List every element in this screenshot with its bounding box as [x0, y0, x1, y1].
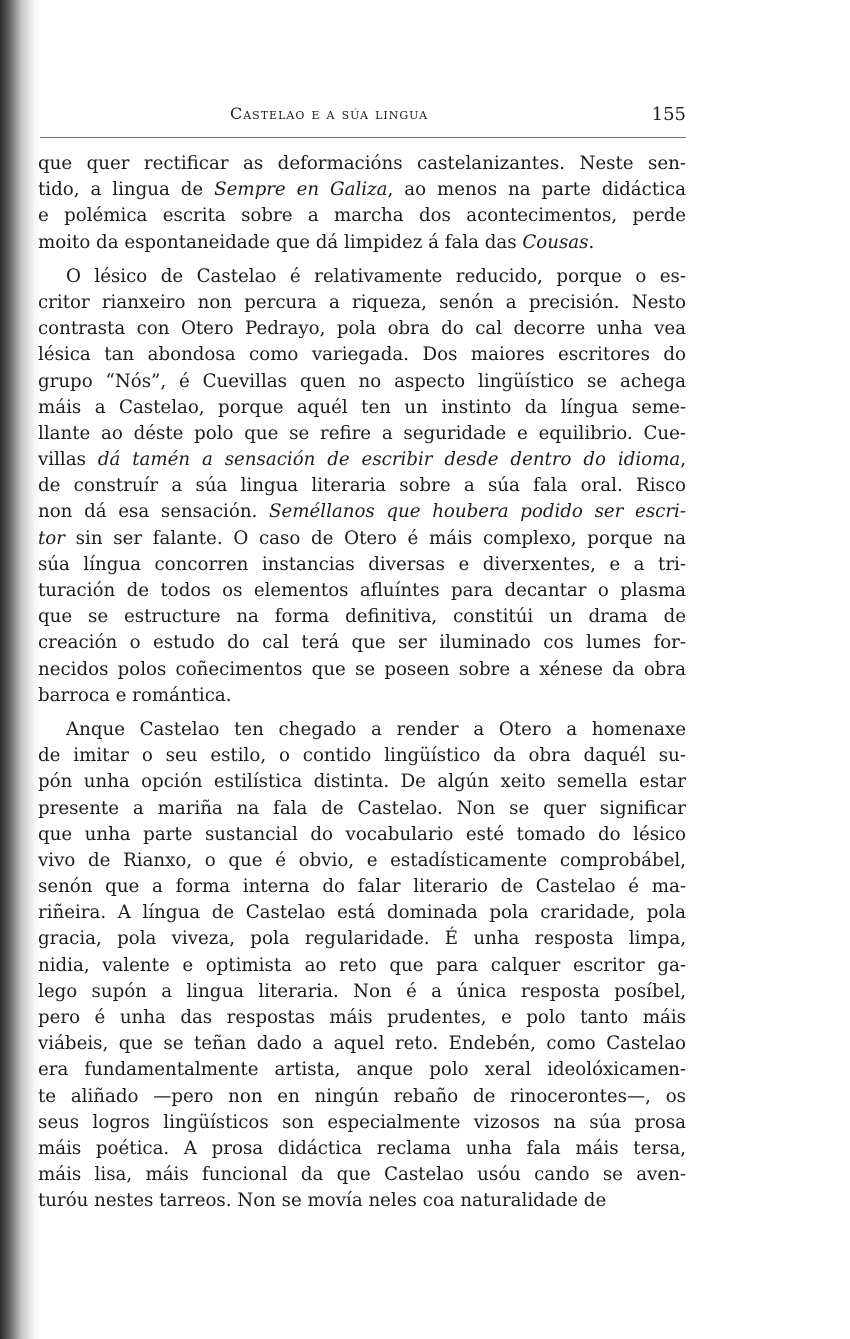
text-line	[38, 203, 686, 229]
text-segment: pón unha opción estilística distinta. De algún xeito semella estar	[38, 771, 686, 793]
text-line	[38, 447, 686, 473]
text-line	[38, 979, 686, 1005]
text-segment: pero é unha das respostas máis prudentes, e polo tanto máis	[38, 1007, 686, 1028]
text-segment: de imitar o seu estilo, o contido lingüístico da obra daquél su-	[38, 745, 686, 767]
text-line	[38, 499, 686, 525]
text-line	[38, 342, 686, 368]
text-line	[38, 395, 686, 421]
text-line	[38, 290, 686, 316]
text-segment: seus logros lingüísticos son especialmente vizosos na súa prosa	[38, 1111, 686, 1133]
paragraph-2	[38, 264, 686, 709]
text-line	[38, 264, 686, 290]
text-segment: te aliñado —pero non en ningún rebaño de rinocerontes—, os	[38, 1085, 686, 1107]
text-segment: gracia, pola viveza, pola regularidade. É unha resposta limpa,	[38, 928, 686, 950]
italic-segment: dá tamén a sensación de escribir desde dentro do idioma	[97, 449, 681, 471]
italic-segment: tor	[38, 527, 65, 549]
text-line	[38, 1057, 686, 1083]
text-line	[38, 657, 686, 683]
text-segment: moito da espontaneidade que dá limpidez á fala das	[38, 231, 523, 253]
text-segment: que se estructure na forma definitiva, constitúi un drama de	[38, 606, 686, 628]
text-line	[38, 874, 686, 900]
text-line	[38, 630, 686, 656]
italic-segment: Sempre en Galiza	[214, 179, 388, 201]
paragraph-1	[38, 151, 686, 256]
text-line	[38, 1005, 686, 1031]
text-line	[38, 578, 686, 604]
text-line	[38, 151, 686, 177]
text-segment: necidos polos coñecimentos que se poseen sobre a xénese da obra	[38, 658, 686, 680]
text-segment: de construír a súa lingua literaria sobre a súa fala oral. Risco	[38, 475, 686, 497]
text-segment: turóu nestes tarreos. Non se movía neles coa naturalidade de	[38, 1190, 607, 1212]
page-header	[40, 104, 686, 134]
text-line	[38, 421, 686, 447]
text-line	[38, 953, 686, 979]
text-segment: e polémica escrita sobre a marcha dos acontecimentos, perde	[38, 205, 686, 227]
text-line	[38, 604, 686, 630]
text-segment: sin ser falante. O caso de Otero é máis complexo, porque na	[64, 527, 686, 549]
text-segment: tido, a lingua de	[38, 179, 215, 201]
text-segment: llante ao déste polo que se refire a seguridade e equilibrio. Cue-	[38, 422, 686, 444]
text-line	[38, 769, 686, 795]
text-segment: .	[588, 231, 595, 253]
text-segment: que unha parte sustancial do vocabulario esté tomado do lésico	[38, 823, 686, 845]
text-line	[38, 926, 686, 952]
text-line	[38, 1110, 686, 1136]
text-segment: que quer rectificar as deformacións castelanizantes. Neste sen-	[38, 153, 686, 174]
text-line	[38, 1188, 686, 1214]
text-segment: critor rianxeiro non percura a riqueza, senón a precisión. Nesto	[38, 291, 686, 313]
italic-segment: Seméllanos que houbera podido ser escri-	[269, 501, 686, 523]
page-number: 155	[651, 104, 686, 125]
text-line	[38, 683, 686, 709]
text-line	[38, 1136, 686, 1162]
text-line	[38, 369, 686, 395]
text-segment: non dá esa sensación.	[38, 501, 270, 523]
text-line	[38, 316, 686, 342]
text-line	[38, 177, 686, 203]
text-line	[38, 717, 686, 743]
text-line	[38, 473, 686, 499]
text-segment: , ao menos na parte didáctica	[387, 179, 686, 201]
body-text	[38, 151, 686, 1215]
text-line	[38, 552, 686, 578]
italic-segment: Cousas	[522, 231, 589, 253]
text-segment: máis a Castelao, porque aquél ten un instinto da língua seme-	[38, 396, 686, 418]
text-segment: turación de todos os elementos afluíntes para decantar o plasma	[38, 580, 686, 601]
text-segment: riñeira. A língua de Castelao está dominada pola craridade, pola	[38, 902, 686, 924]
text-line	[38, 1162, 686, 1188]
text-line	[38, 900, 686, 926]
paragraph-gap	[38, 709, 686, 717]
text-line	[38, 743, 686, 769]
text-segment: presente a mariña na fala de Castelao. Non se quer significar	[38, 797, 686, 819]
text-segment: senón que a forma interna do falar literario de Castelao é ma-	[38, 876, 686, 898]
text-segment: máis lisa, máis funcional da que Castelao usóu cando se aven-	[38, 1164, 686, 1186]
text-segment: contrasta con Otero Pedrayo, pola obra do cal decorre unha vea	[38, 318, 686, 340]
text-line	[38, 848, 686, 874]
text-segment: grupo “Nós”, é Cuevillas quen no aspecto lingüístico se achega	[38, 370, 686, 392]
text-segment: súa língua concorren instancias diversas e diverxentes, e a tri-	[38, 553, 686, 575]
text-line	[38, 526, 686, 552]
text-segment: creación o estudo do cal terá que ser iluminado cos lumes for-	[38, 632, 686, 654]
text-segment: barroca e romántica.	[38, 684, 232, 706]
text-line	[38, 1084, 686, 1110]
text-segment: O lésico de Castelao é relativamente reducido, porque o es-	[66, 265, 686, 287]
paragraph-3	[38, 717, 686, 1215]
running-title: Castelao e a súa lingua	[230, 104, 429, 123]
text-segment: lésica tan abondosa como variegada. Dos maiores escritores do	[38, 344, 686, 366]
text-segment: era fundamentalmente artista, anque polo xeral ideolóxicamen-	[38, 1059, 686, 1081]
text-segment: nidia, valente e optimista ao reto que para calquer escritor ga-	[38, 954, 686, 976]
book-binding-shadow	[0, 0, 40, 1339]
text-segment: viábeis, que se teñan dado a aquel reto. Endebén, como Castelao	[38, 1033, 686, 1055]
text-segment: vivo de Rianxo, o que é obvio, e estadísticamente comprobábel,	[38, 849, 686, 871]
text-line	[38, 796, 686, 822]
paragraph-gap	[38, 256, 686, 264]
text-line	[38, 1031, 686, 1057]
text-segment: lego supón a lingua literaria. Non é a única resposta posíbel,	[38, 980, 686, 1002]
text-segment: máis poética. A prosa didáctica reclama unha fala máis tersa,	[38, 1137, 686, 1159]
text-line	[38, 230, 686, 256]
header-rule	[40, 137, 686, 138]
text-line	[38, 822, 686, 848]
text-segment: Anque Castelao ten chegado a render a Otero a homenaxe	[66, 718, 686, 740]
text-segment: ,	[680, 449, 686, 471]
text-segment: villas	[38, 449, 98, 471]
